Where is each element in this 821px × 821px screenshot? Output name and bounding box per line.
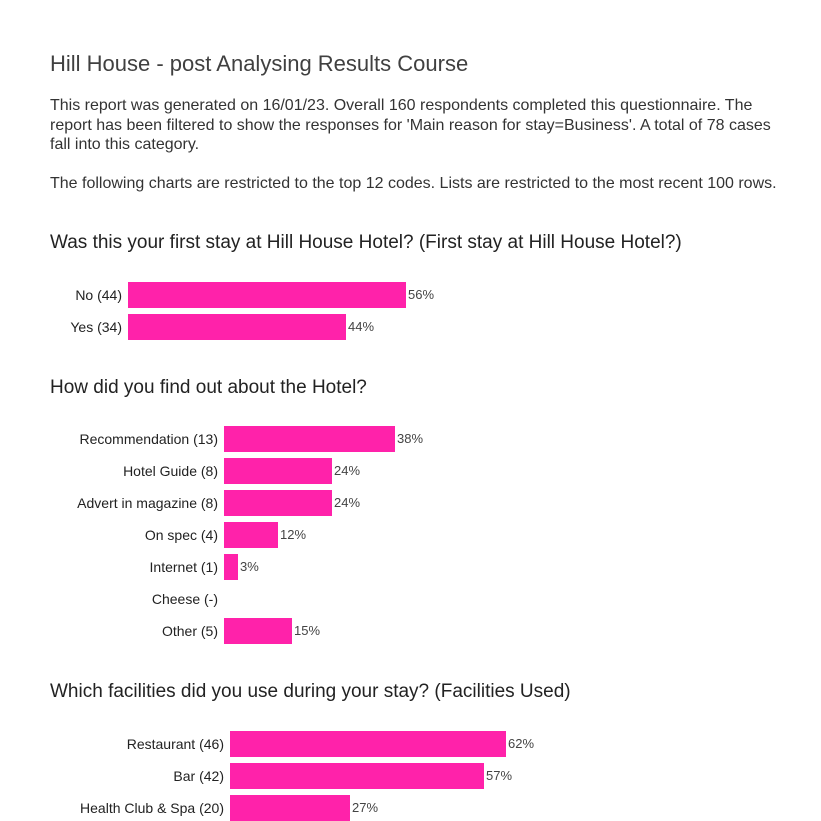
chart-bar bbox=[230, 731, 506, 757]
chart-value-label: 38% bbox=[397, 431, 424, 446]
chart-value-label: 15% bbox=[294, 623, 321, 638]
chart-category-label: No (44) bbox=[75, 287, 122, 303]
chart-value-label: 24% bbox=[334, 463, 361, 478]
report-title: Hill House - post Analysing Results Course bbox=[50, 51, 469, 76]
chart-category-label: Internet (1) bbox=[149, 559, 218, 575]
chart-value-label: 57% bbox=[486, 768, 513, 783]
chart-value-label: 27% bbox=[352, 800, 379, 815]
chart-category-label: Other (5) bbox=[161, 623, 218, 639]
chart-bar bbox=[128, 282, 406, 308]
question-title-first-stay: Was this your first stay at Hill House Hotel? (First stay at Hill House Hotel?) bbox=[50, 232, 682, 253]
chart-value-label: 44% bbox=[348, 319, 375, 334]
intro-paragraph-generated: This report was generated on 16/01/23. Overall 160 respondents completed this questionnaire. The report has been filtered to show the responses for 'Main reason for stay=Business'. A total of 78 cases fall into this category. bbox=[50, 97, 771, 153]
question-title-find-out: How did you find out about the Hotel? bbox=[50, 377, 367, 398]
chart-category-label: Recommendation (13) bbox=[79, 431, 218, 447]
chart-category-label: Bar (42) bbox=[173, 768, 224, 784]
chart-category-label: On spec (4) bbox=[144, 527, 218, 543]
chart-value-label: 56% bbox=[408, 287, 435, 302]
chart-bar bbox=[230, 763, 484, 789]
chart-bar bbox=[224, 490, 332, 516]
chart-category-label: Restaurant (46) bbox=[126, 736, 224, 752]
chart-bar bbox=[224, 426, 395, 452]
chart-bar bbox=[224, 618, 292, 644]
chart-category-label: Advert in magazine (8) bbox=[77, 495, 218, 511]
chart-category-label: Health Club & Spa (20) bbox=[80, 800, 224, 816]
chart-value-label: 12% bbox=[280, 527, 307, 542]
chart-value-label: 62% bbox=[508, 736, 535, 751]
chart-bar bbox=[128, 314, 346, 340]
chart-bar bbox=[224, 522, 278, 548]
question-title-facilities: Which facilities did you use during your stay? (Facilities Used) bbox=[50, 681, 571, 702]
chart-value-label: 3% bbox=[240, 559, 259, 574]
report-intro bbox=[50, 96, 780, 194]
chart-category-label: Yes (34) bbox=[70, 319, 122, 335]
chart-category-label: Cheese (-) bbox=[151, 591, 218, 607]
chart-value-label: 24% bbox=[334, 495, 361, 510]
chart-category-label: Hotel Guide (8) bbox=[123, 463, 218, 479]
chart-bar bbox=[224, 554, 238, 580]
chart-bar bbox=[230, 795, 350, 821]
intro-paragraph-restrictions: The following charts are restricted to the top 12 codes. Lists are restricted to the most recent 100 rows. bbox=[50, 175, 777, 192]
chart-bar bbox=[224, 458, 332, 484]
